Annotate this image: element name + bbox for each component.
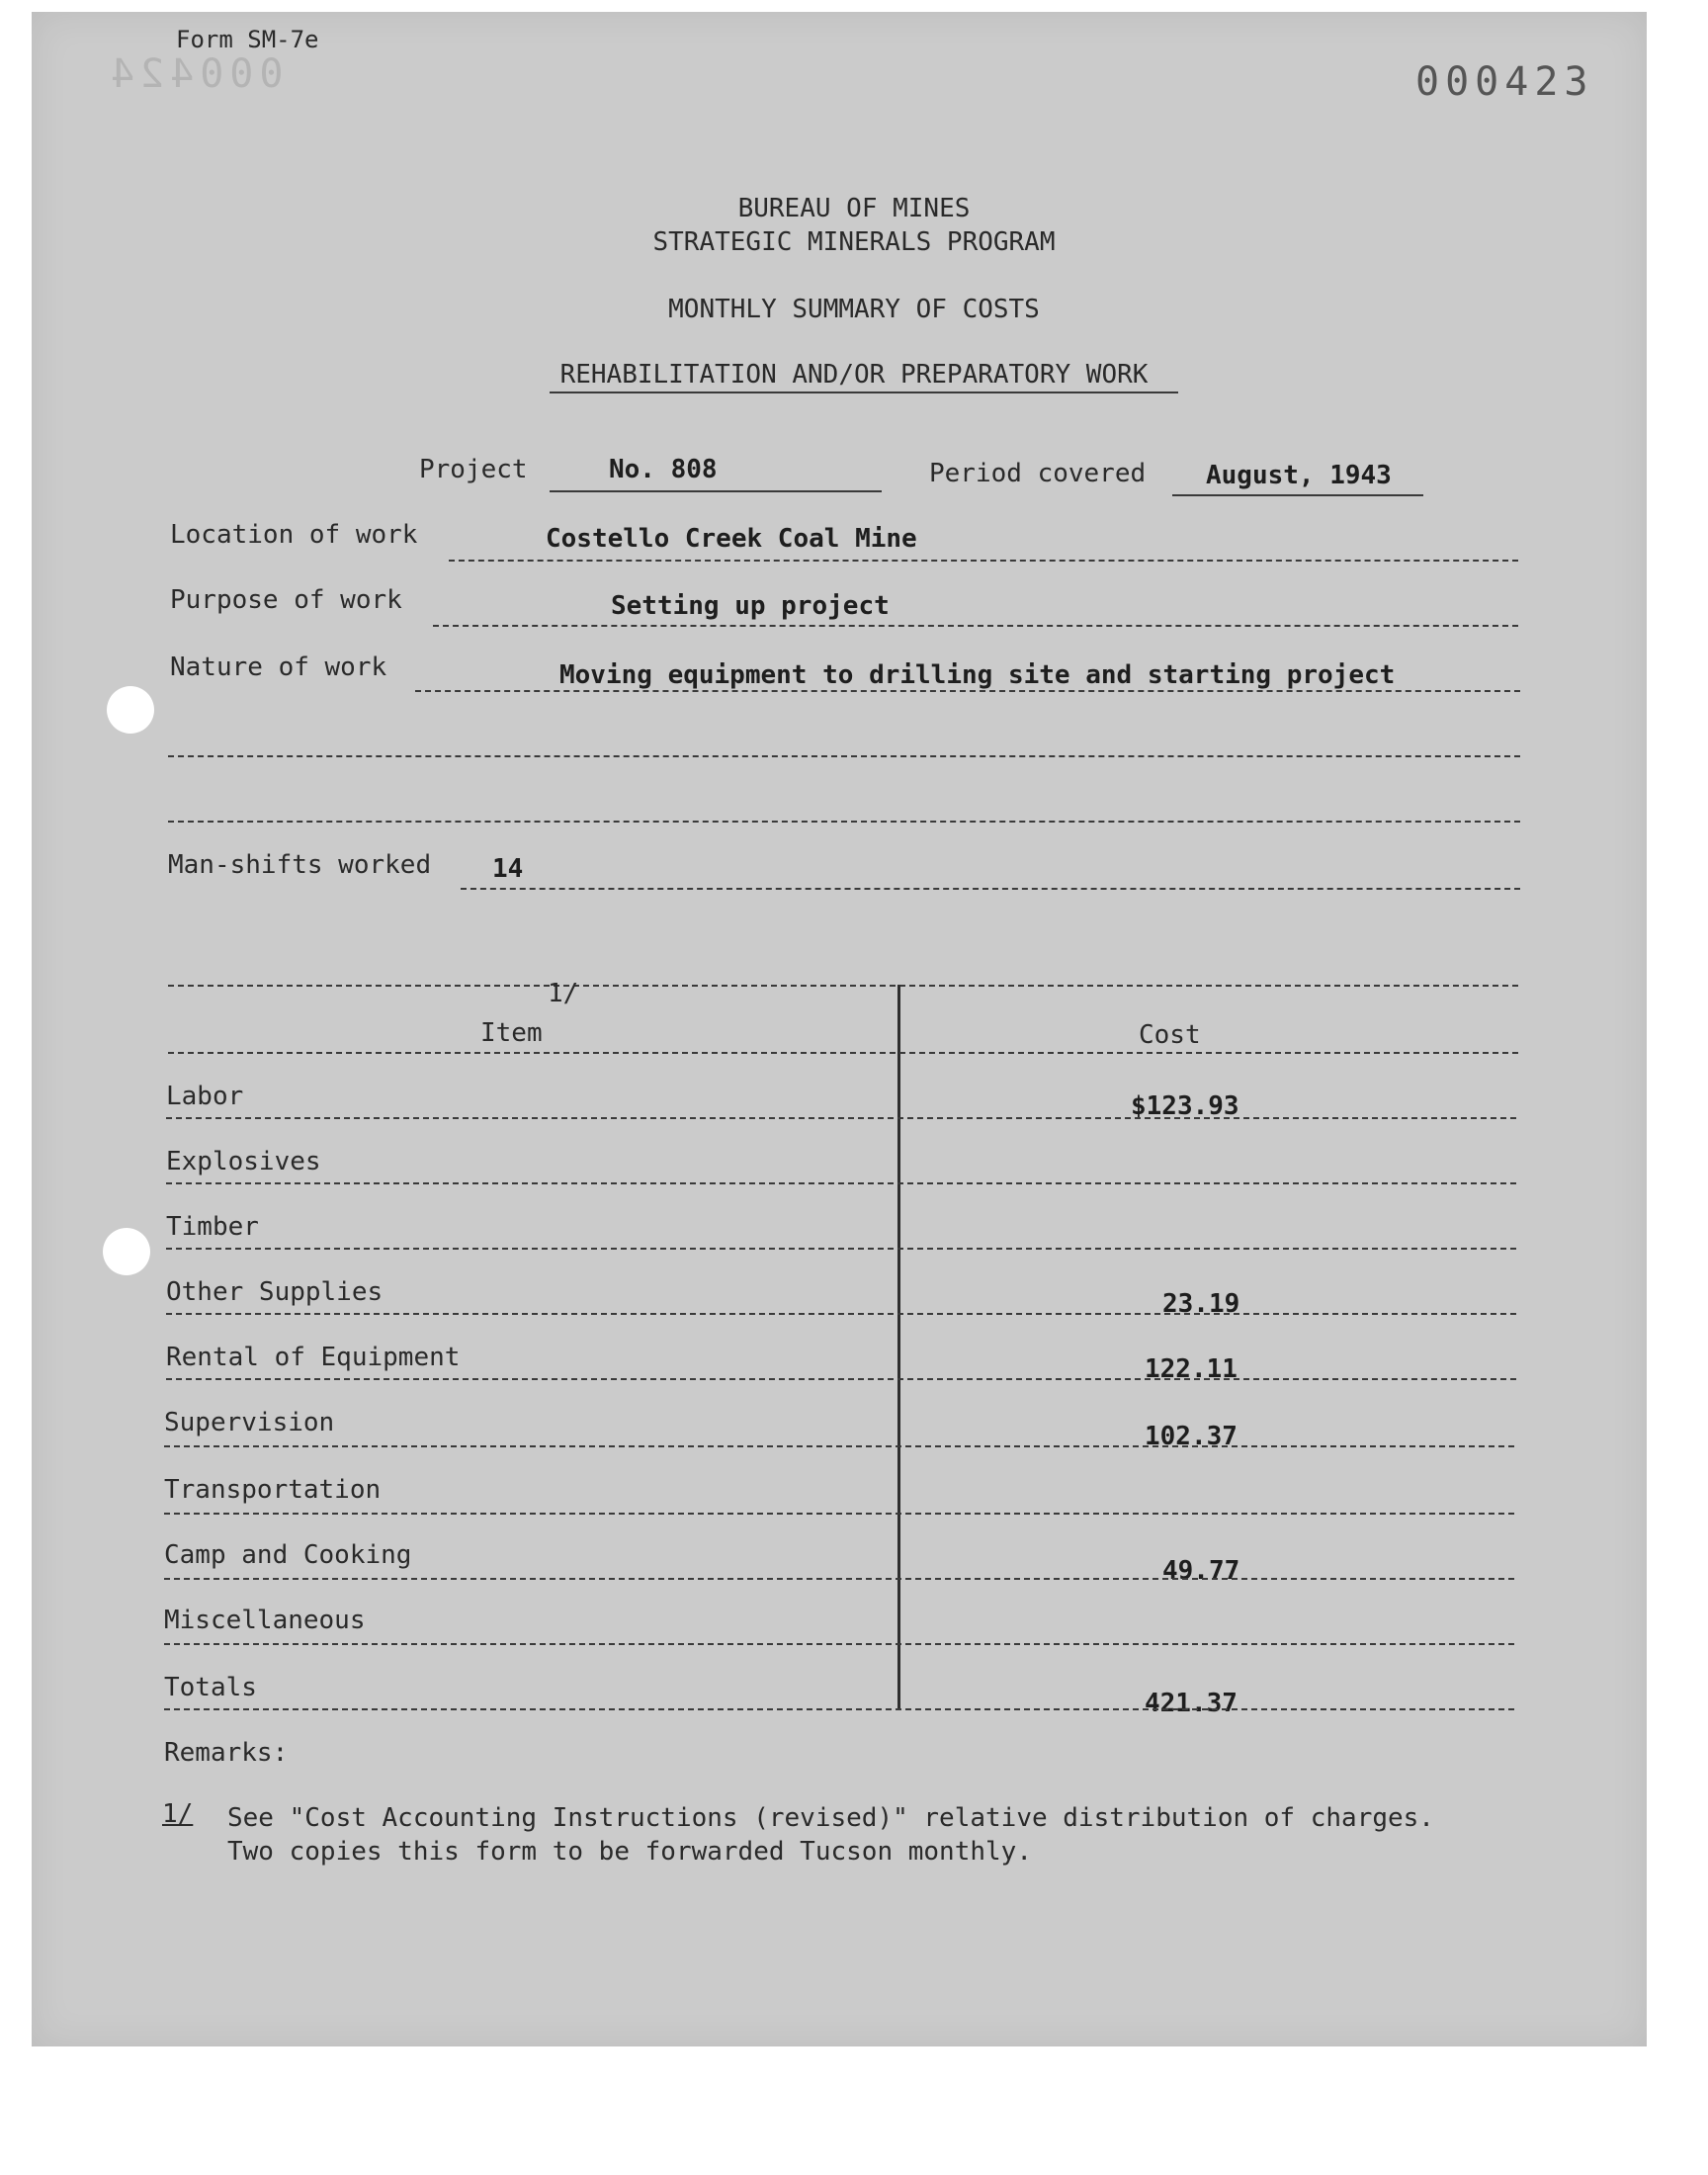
row-item: Labor xyxy=(166,1082,244,1111)
totals-line xyxy=(164,1708,1514,1710)
manshifts-line xyxy=(461,888,1520,890)
project-value: No. 808 xyxy=(609,455,718,484)
row-line xyxy=(164,1643,1514,1645)
purpose-line xyxy=(433,625,1518,627)
nature-label: Nature of work xyxy=(170,652,387,682)
purpose-value: Setting up project xyxy=(611,591,890,621)
location-line xyxy=(449,560,1518,562)
totals-value: 421.37 xyxy=(1145,1689,1238,1718)
program-heading: STRATEGIC MINERALS PROGRAM xyxy=(652,227,1056,257)
remarks-footnote-marker: 1/ xyxy=(162,1799,194,1829)
project-line xyxy=(550,490,882,492)
row-item: Rental of Equipment xyxy=(166,1343,461,1372)
row-item: Transportation xyxy=(164,1475,382,1505)
row-line xyxy=(166,1248,1516,1250)
row-line xyxy=(166,1313,1516,1315)
agency-heading: BUREAU OF MINES xyxy=(737,194,971,223)
form-subtitle: REHABILITATION AND/OR PREPARATORY WORK xyxy=(559,360,1149,390)
row-item: Supervision xyxy=(164,1408,335,1437)
nature-value: Moving equipment to drilling site and starting project xyxy=(559,660,1396,690)
remarks-line-1: See "Cost Accounting Instructions (revised)" relative distribution of charges. xyxy=(227,1803,1434,1833)
form-title: MONTHLY SUMMARY OF COSTS xyxy=(668,295,1040,324)
row-line xyxy=(164,1513,1514,1515)
row-cost: 49.77 xyxy=(1162,1556,1240,1586)
period-line xyxy=(1172,494,1423,496)
purpose-label: Purpose of work xyxy=(170,585,402,615)
row-cost: $123.93 xyxy=(1131,1091,1239,1121)
nature-line-2 xyxy=(168,755,1520,757)
row-line xyxy=(166,1117,1516,1119)
subtitle-underline xyxy=(550,392,1178,393)
remarks-line-2: Two copies this form to be forwarded Tucson monthly. xyxy=(227,1837,1032,1867)
location-label: Location of work xyxy=(170,520,418,550)
form-id: Form SM-7e xyxy=(176,26,319,53)
document-number: 000423 xyxy=(1415,59,1594,105)
row-cost: 23.19 xyxy=(1162,1289,1240,1319)
row-cost: 102.37 xyxy=(1145,1422,1238,1451)
item-column-header: Item xyxy=(480,1018,543,1048)
row-item: Camp and Cooking xyxy=(164,1540,412,1570)
punch-hole xyxy=(103,1228,150,1275)
nature-line-3 xyxy=(168,821,1520,823)
row-line xyxy=(166,1182,1516,1184)
remarks-label: Remarks: xyxy=(164,1738,289,1768)
totals-label: Totals xyxy=(164,1673,257,1702)
row-item: Miscellaneous xyxy=(164,1606,366,1635)
table-top-line xyxy=(168,985,1518,987)
cost-column-header: Cost xyxy=(1139,1020,1201,1050)
item-footnote-marker: 1/ xyxy=(548,979,579,1008)
punch-hole xyxy=(107,686,154,734)
manshifts-label: Man-shifts worked xyxy=(168,850,432,880)
row-item: Timber xyxy=(166,1212,259,1242)
bleed-through-number: 000424 xyxy=(105,51,284,97)
manshifts-value: 14 xyxy=(492,854,524,884)
row-cost: 122.11 xyxy=(1145,1354,1238,1384)
row-item: Other Supplies xyxy=(166,1277,384,1307)
location-value: Costello Creek Coal Mine xyxy=(546,524,917,554)
row-line xyxy=(166,1378,1516,1380)
header-line xyxy=(168,1052,1518,1054)
nature-line xyxy=(415,690,1520,692)
table-divider xyxy=(897,985,900,1708)
row-item: Explosives xyxy=(166,1147,321,1176)
row-line xyxy=(164,1445,1514,1447)
period-value: August, 1943 xyxy=(1206,461,1392,490)
row-line xyxy=(164,1578,1514,1580)
project-label: Project xyxy=(419,455,528,484)
period-label: Period covered xyxy=(929,459,1147,488)
